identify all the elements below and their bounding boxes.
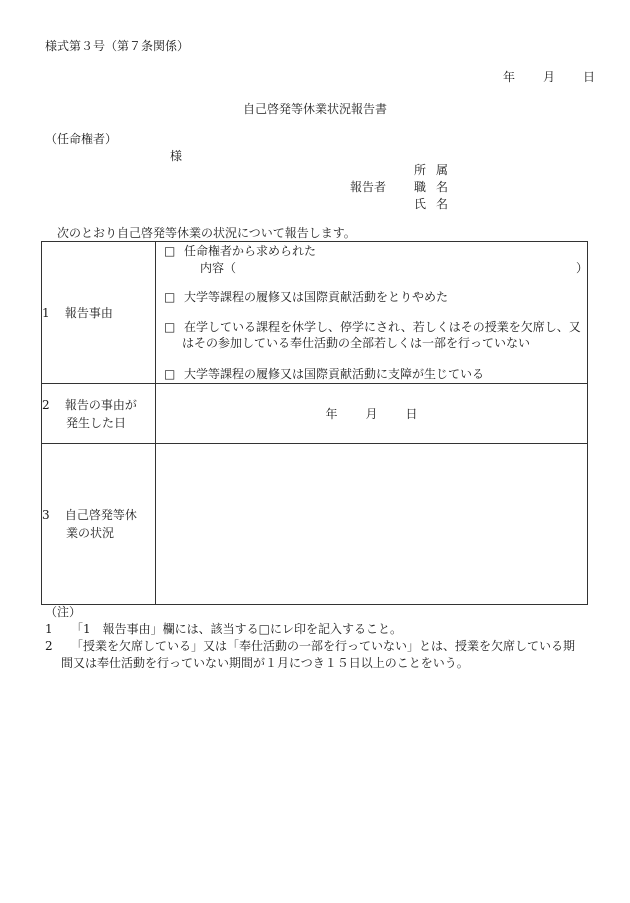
report-table (41, 241, 588, 605)
document-title: 自己啓発等休業状況報告書 (242, 102, 387, 116)
notes (45, 604, 575, 672)
form-number: 様式第３号（第７条関係） (45, 39, 190, 53)
checkbox-icon[interactable]: □ (164, 320, 176, 334)
occurrence-day: 日 (405, 407, 418, 421)
table-row-reason (42, 242, 588, 384)
notes-heading: （注） (45, 605, 82, 619)
row-label-reason: 1 報告事由 (42, 242, 156, 384)
row-label-date: 2 報告の事由が 発生した日 (42, 384, 156, 444)
note-item: 1 「1 報告事由」欄には、該当する□にレ印を記入すること。 (45, 622, 402, 636)
table-row-date (42, 384, 588, 444)
occurrence-date[interactable] (156, 384, 588, 444)
intro-text: 次のとおり自己啓発等休業の状況について報告します。 (57, 226, 356, 240)
checkbox-icon[interactable]: □ (164, 367, 176, 381)
note-item: 2 「授業を欠席している」又は「奉仕活動の一部を行っていない」とは、授業を欠席している期 (45, 639, 576, 653)
table-row-status (42, 444, 588, 605)
reporter-field-position: 職名 (414, 180, 459, 194)
date-day: 日 (583, 70, 596, 84)
honorific: 様 (170, 149, 183, 163)
date-year: 年 (503, 70, 516, 84)
occurrence-month: 月 (365, 407, 378, 421)
reporter-label: 報告者 (350, 180, 387, 194)
reporter-field-affiliation: 所属 (414, 163, 459, 177)
checkbox-icon[interactable]: □ (164, 244, 176, 258)
option-impeded[interactable]: □ 大学等課程の履修又は国際貢献活動に支障が生じている (164, 367, 485, 381)
reporter-field-name: 氏名 (414, 197, 459, 211)
note-item-cont: 間又は奉仕活動を行っていない期間が１月につき１５日以上のことをいう。 (61, 656, 469, 670)
option-absent-cont: はその参加している奉仕活動の全部若しくは一部を行っていない (182, 336, 531, 350)
option-requested-detail[interactable]: 内容（ ） (200, 261, 588, 275)
addressee-label: （任命権者） (45, 132, 118, 146)
status-entry-area[interactable] (156, 444, 588, 605)
option-requested[interactable]: □ 任命権者から求められた (164, 244, 317, 258)
report-date (503, 69, 595, 85)
checkbox-icon[interactable]: □ (164, 290, 176, 304)
row-label-status: 3 自己啓発等休 業の状況 (42, 444, 156, 605)
reason-options (156, 242, 587, 383)
option-discontinued[interactable]: □ 大学等課程の履修又は国際貢献活動をとりやめた (164, 290, 449, 304)
date-month: 月 (543, 70, 556, 84)
option-absent[interactable]: □ 在学している課程を休学し、停学にされ、若しくはその授業を欠席し、又 (164, 320, 581, 334)
occurrence-year: 年 (325, 407, 338, 421)
